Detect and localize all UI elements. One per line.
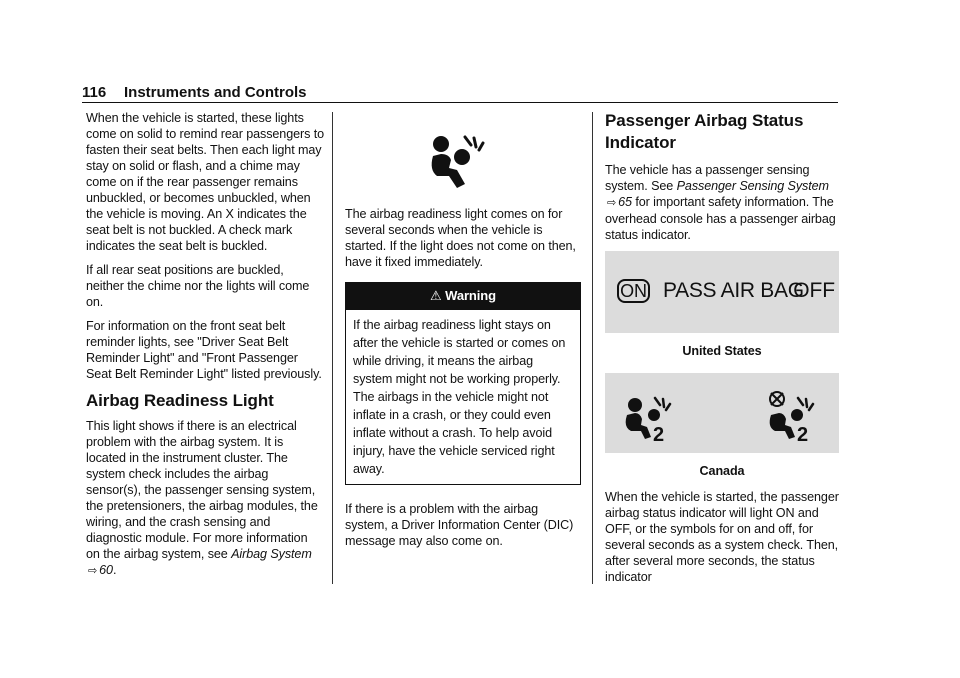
column-1	[86, 110, 324, 587]
svg-text:2: 2	[653, 424, 665, 446]
heading-passenger-airbag-status: Passenger Airbag Status Indicator	[605, 111, 804, 152]
passenger-airbag-on-icon	[626, 398, 670, 446]
column-divider-left	[332, 112, 333, 584]
canada-indicator-panel	[605, 373, 839, 453]
paragraph-text: The vehicle has a passenger sensing system. See	[605, 163, 810, 193]
page-header	[82, 84, 838, 104]
indicator-on-label: ON	[617, 279, 650, 303]
warning-text: If the airbag readiness light stays on after the vehicle is started or comes on while driving, it means the airbag system might not be working properly. The airbags in the vehicle might not inflate in a crash, or they could even inflate without a crash. To help avoid injury, have the vehicle serviced right away.	[353, 318, 566, 476]
paragraph-status-indicator-check: When the vehicle is started, the passenger airbag status indicator will light ON and OFF, or the symbols for on and off, for several seconds as a system check. Then, after several more seconds, the status indicator	[605, 490, 839, 584]
xref-arrow-icon: ⇨	[88, 565, 98, 577]
header-rule	[82, 102, 838, 103]
us-indicator-panel	[605, 251, 839, 333]
xref-passenger-sensing-link[interactable]: Passenger Sensing System	[676, 179, 829, 193]
warning-title: Warning	[445, 288, 496, 303]
page-number: 116	[82, 84, 107, 101]
caption-united-states: United States	[682, 344, 762, 358]
paragraph-dic-message: If there is a problem with the airbag system, a Driver Information Center (DIC) message may also come on.	[345, 502, 574, 548]
xref-page-number[interactable]: 60	[99, 563, 113, 577]
column-2	[345, 110, 581, 557]
caption-canada: Canada	[699, 464, 745, 478]
paragraph-end: .	[112, 563, 117, 577]
paragraph-text: This light shows if there is an electrical problem with the airbag system. It is located in the instrument cluster. The system check includes the airbag sensor(s), the passenger sensing system, the pretensioners, the airbag modules, the wiring, and the crash sensing and diagnostic module. For more information on the airbag system, see	[86, 419, 318, 561]
indicator-off-label: OFF	[793, 279, 835, 302]
xref-airbag-system-link[interactable]: Airbag System	[231, 547, 312, 561]
paragraph-rear-seatbelt-lights: When the vehicle is started, these lights come on solid to remind rear passengers to fasten their seat belts. Then each light may stay on solid or flash, and a chime may come on if the rear passenger remains unbuckled, or becomes unbuckled, when the vehicle is moving. An X indicates the seat belt is not buckled. A check mark indicates the seat belt is buckled.	[86, 111, 325, 253]
column-divider-right	[592, 112, 593, 584]
paragraph-all-buckled: If all rear seat positions are buckled, neither the chime nor the lights will come on.	[86, 263, 310, 309]
section-title: Instruments and Controls	[124, 84, 307, 101]
warning-box	[345, 282, 581, 485]
paragraph-airbag-readiness	[86, 418, 324, 579]
airbag-readiness-icon	[345, 110, 581, 200]
airbag-readiness-icon-block	[345, 110, 581, 200]
column-3	[605, 110, 843, 593]
warning-triangle-icon: ⚠	[430, 288, 442, 303]
xref-arrow-icon: ⇨	[607, 197, 617, 209]
svg-text:2: 2	[797, 424, 809, 446]
heading-airbag-readiness-light: Airbag Readiness Light	[86, 391, 274, 410]
canada-indicator-symbols	[605, 373, 839, 453]
paragraph-text: for important safety information. The overhead console has a passenger airbag status indicator.	[605, 195, 836, 242]
xref-page-number[interactable]: 65	[618, 195, 632, 209]
warning-title-bar	[346, 283, 580, 310]
passenger-airbag-off-icon	[770, 392, 813, 446]
paragraph-passenger-sensing	[605, 162, 843, 243]
paragraph-front-reminder: For information on the front seat belt reminder lights, see "Driver Seat Belt Reminder Light" and "Front Passenger Seat Belt Reminder Light" listed previously.	[86, 319, 322, 381]
indicator-pass-air-bag-label: PASS AIR BAG	[663, 279, 804, 302]
paragraph-readiness-comes-on: The airbag readiness light comes on for several seconds when the vehicle is started. If the light does not come on then, have it fixed immediately.	[345, 207, 576, 269]
